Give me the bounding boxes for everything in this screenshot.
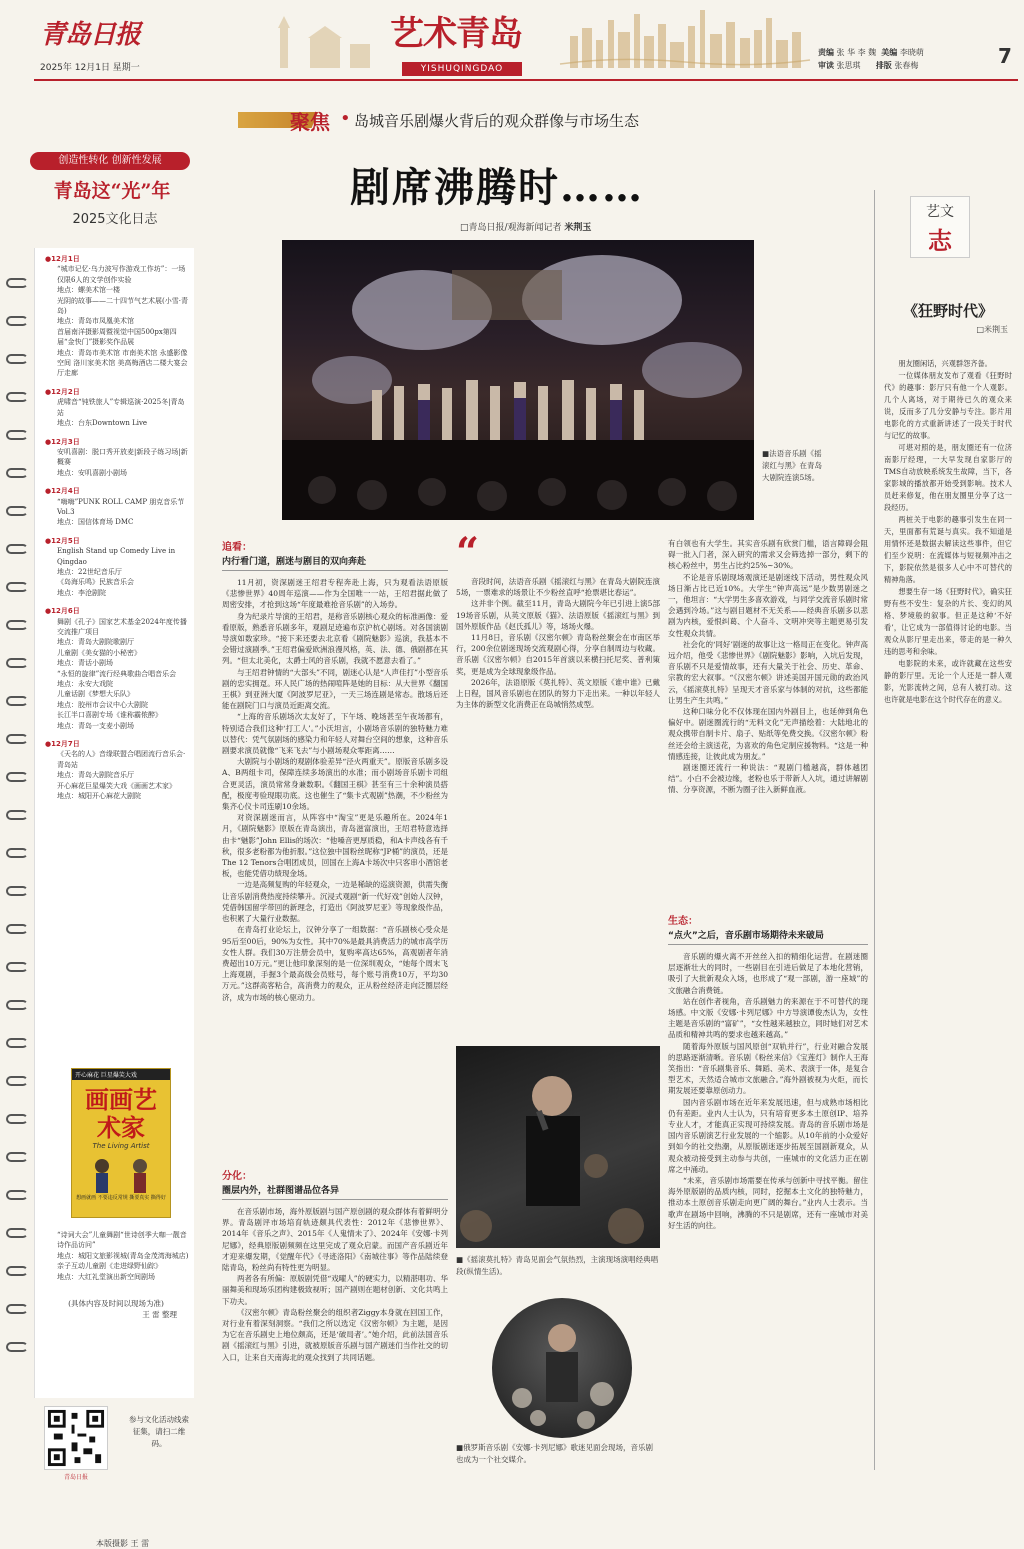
spiral-ring — [6, 392, 28, 402]
focus-dot: • — [340, 108, 351, 129]
poster-brand: 开心麻花 巨星爆笑大戏 — [72, 1069, 170, 1080]
spiral-ring — [6, 430, 28, 440]
byline: □青岛日报/观海新闻记者 米荆玉 — [460, 223, 592, 233]
event-poster — [71, 1068, 171, 1218]
column-byline: □米荆玉 — [976, 325, 1008, 334]
calendar-panel — [34, 248, 194, 1398]
fan-meet-scene — [456, 1046, 660, 1248]
quote-mark: “ — [456, 529, 480, 576]
fan-meet-photo — [456, 1046, 660, 1248]
spiral-ring — [6, 620, 28, 630]
article-col3 — [668, 538, 868, 1468]
spiral-ring — [6, 1190, 28, 1200]
focus-title: 岛城音乐剧爆火背后的观众群像与市场生态 — [354, 112, 640, 130]
section3-body: 音乐剧的爆火离不开丝丝入扣的精细化运营。在剧迷圈层逐渐壮大的同时，一些剧目在引进后做足了本地化营销，吸引了大批新观众入场，也形成了“观一部剧，游一座城”的文旅融合消费链。 站在创作者视角，音乐剧魅力的来源在于不可替代的现场感。中文版《安娜·卡列尼娜》中方导演谭俊杰认为，女性主题是音乐剧的“富矿”，“女性越来越独立，同时她们对艺术品质和精神共鸣的要求也越来越高。” 随着海外原版与国风原创“双轨并行”，行业对融合发展的思路逐渐清晰。音乐剧《粉丝来信》《宝莲灯》制作人王海笑指出：“音乐剧集音乐、舞蹈、美术、表演于一体，是复合型艺术，天然适合城市文旅融合。”海外剧被视为火炬，而长期发展还要靠原创动力。 国内音乐剧市场在近年来发展迅速，但与成熟市场相比仍有差距。业内人士认为，只有培育更多本土原创IP、培养专业人才，才能真正实现可持续发展。青岛的音乐剧市场是国内音乐剧演艺行业发展的一个缩影。从10年前的小众爱好到如今的社交热潮，从原版剧迷逐步拓展至国剧新观众，从观众被动接受到主动参与共创，一座城市的文化活力正在剧席之中涌动。 “未来，音乐剧市场需要在传承与创新中寻找平衡。留住海外原版剧的品质内核，同时，挖掘本土文化的独特魅力，推动本土原创音乐剧走向更广阔的舞台。”业内人士表示。当歌声在剧场中回响，沸腾的不只是剧席，还有一座城市对美好生活的向往。 — [668, 952, 868, 1230]
arts-column — [880, 190, 1016, 1470]
spiral-ring — [6, 848, 28, 858]
spiral-ring — [6, 962, 28, 972]
column-divider — [874, 190, 875, 1470]
spiral-ring — [6, 1076, 28, 1086]
column-body: 朋友圈闲话，兴观群怨齐备。 一位媒体朋友发布了观看《狂野时代》的趣事：影厅只有他一个人观影。几个人离场，对于期待已久的观众来说，反而多了几分安静与专注。影片用电影化的方式重新讲述了一段关于时代与记忆的故事。 可堪对照的是，朋友圈还有一位济南影厅经理，一大早发现自家影厅的TMS自动放映系统发生故障，当下，各家影城的播放都开始受到影响。技术人员赶来修复，他在朋友圈里分享了这一段经历。 两桩关于电影的趣事引发生在同一天，里面都有荒诞与真实。我不知道是用情怀还是数据去解读这些事件，但它们至少说明：在流媒体与短视频冲击之下，影院依然是很多人心中不可替代的精神角落。 想要生存一场《狂野时代》，确实狂野有些不安生：复杂的片长、变幻的风格、梦境般的叙事。但正是这种‘不好看’，让它成为一部值得讨论的电影。当观众从影厅里走出来，带走的是一种久违的思考和余味。 电影院的未来，或许就藏在这些安静的影厅里。无论一个人还是一群人观影，光影流转之间，总有人被打动。这也许就是电影在这个时代存在的意义。 — [884, 359, 1012, 704]
spiral-ring — [6, 772, 28, 782]
calendar-entry: ●12月6日 舞剧《孔子》国家艺术基金2024年度传播交流推广项目 地点：青岛大剧院歌剧厅 儿童剧《美女猫的小秘密》 地点：青话小剧场 “永恒的旋律”流行经典歌曲合唱音乐会 地点：永安大戏院 儿童话剧《梦想大乐队》 地点：胶州市会议中心大剧院 长江半口喜剧专场《谁称霸侬醉》 地点：青岛一支麦小剧场 — [45, 607, 187, 730]
focus-tag: 聚焦 — [290, 110, 330, 134]
photo-credit: 本版摄影 王 雷 — [96, 1539, 150, 1548]
spiral-ring — [6, 1114, 28, 1124]
spiral-ring — [6, 1228, 28, 1238]
article-col2 — [456, 529, 660, 1468]
calendar-entry: ●12月5日 English Stand up Comedy Live in Qingdao 地点：22世纪音乐厅 《岛海乐鸣》民族音乐会 地点：李沧剧院 — [45, 536, 176, 597]
spiral-ring — [6, 468, 28, 478]
calendar-entry: ●12月7日 《天名的人》音缘联盟合唱团流行音乐会·青岛站 地点：青岛大剧院音乐厅 开心麻花巨星爆笑大戏《画画艺术家》 地点：城阳开心麻花大剧院 — [45, 740, 186, 801]
calendar-entry-extra: “诗词大会”儿童舞剧“世诗创季大咖一靓音诗作品访问” 地点：城阳文旅影视城(青岛金茂湾海城店) 亲子互动儿童剧《走进绿野仙踪》 地点：大红礼堂演出新空间剧场 — [57, 1231, 189, 1281]
issue-date: 2025年 12月1日 星期一 — [40, 63, 140, 73]
column-tag-char: 志 — [928, 226, 952, 255]
spiral-ring — [6, 1152, 28, 1162]
column-tag-text: 艺文 — [926, 204, 954, 220]
photo3-caption: ■俄罗斯音乐剧《安娜·卡列尼娜》歌迷见面会现场，音乐剧也成为一个社交媒介。 — [456, 1443, 653, 1464]
quote-body: 音段时间，法语音乐剧《摇滚红与黑》在青岛大剧院连演5场，一票难求的场景让不少粉丝直呼“抢票堪比春运”。 这并非个例。截至11月，青岛大剧院今年已引进上演5部19场音乐剧，从英文原版《猫》、法语原版《摇滚红与黑》到国外原版作品《赵氏孤儿》等，场场火爆。 11月8日，音乐剧《汉密尔顿》青岛粉丝聚会在市南区举行，200余位剧迷现场交流观剧心得，分享自制周边与收藏。音乐剧《汉密尔顿》自2015年首演以来横扫托尼奖、普利策奖，更是成为全球现象级作品。 2026年，法语原版《莫扎特》、英文原版《谁中谁》已戴上日程，国风音乐剧也在团队的努力下走出来。一种以年轻人为主体的新型文化消费正在岛城悄然成型。 — [456, 577, 660, 710]
calendar-entry: ●12月2日 虎啸音“钝铁旅人”专辑巡演·2025冬|青岛站 地点：台东Downtown Live — [45, 387, 185, 428]
qr-code[interactable] — [44, 1406, 108, 1470]
qr-caption: 参与文化活动线索征集，请扫二维码。 — [129, 1415, 189, 1448]
headline: 剧席沸腾时…… — [350, 164, 644, 211]
newspaper-logo: 青岛日报 — [40, 20, 141, 50]
poster-title: 画画艺术家 — [85, 1085, 157, 1142]
anna-karenina-photo — [492, 1298, 632, 1438]
spiral-ring — [6, 658, 28, 668]
spiral-ring — [6, 1000, 28, 1010]
page-number: 7 — [998, 44, 1012, 68]
culture-log-sidebar — [0, 84, 200, 1548]
spiral-ring — [6, 886, 28, 896]
anna-karenina-scene — [492, 1298, 632, 1438]
slogan-banner: 创造性转化 创新性发展 — [30, 152, 190, 170]
section1-title: 内行看门道，剧迷与剧目的双向奔赴 — [222, 554, 448, 571]
stage-photo — [282, 240, 754, 520]
spiral-ring — [6, 1304, 28, 1314]
spiral-ring — [6, 734, 28, 744]
section1-tag: 追看： — [222, 542, 252, 553]
sidebar-subtitle: 2025文化日志 — [72, 212, 158, 227]
lighthouse-illustration — [250, 8, 390, 68]
section2-body: 在音乐剧市场，海外原版剧与国产原创剧的观众群体有着鲜明分界。青岛剧评市场培育轨迹颇具代表性：2012年《悲惨世界》、2014年《音乐之声》、2015年《人鬼情未了》、2024年《安娜·卡列尼娜》，经典原版剧频频在这里完成了观众启蒙。而国产音乐剧近年才迎来爆发期，《觉醒年代》《寻迹洛阳》《南城往事》等作品陆续登陆青岛，粉丝尚有特性更为明显。 两者各有所偏：原版剧凭借“戏曜人”的硬实力，以精湛唱功、华丽舞美和现场乐团构建极致视听；国产剧则在题材创新、文化共鸣上下功夫。 《汉密尔顿》青岛粉丝聚会的组织者Ziggy本身就在回国工作，对行业有着深刻洞察。“我们之所以选定《汉密尔顿》为主题，是因为它在音乐剧史上地位颇高，还是‘破局者’。”她介绍，此前法国音乐剧《摇滚红与黑》引进，就被原版音乐剧与国产剧迷们当作社交的切入口，让来自天南海北的观众找到了共同话题。 — [222, 1207, 448, 1362]
spiral-ring — [6, 1038, 28, 1048]
spiral-ring — [6, 582, 28, 592]
spiral-ring — [6, 1266, 28, 1276]
section3-title: “点火”之后，音乐剧市场期待未来破局 — [668, 928, 868, 945]
spiral-ring — [6, 924, 28, 934]
photo1-caption: ■法语音乐剧《摇滚红与黑》在青岛大剧院连演5场。 — [762, 449, 822, 482]
spiral-ring — [6, 1342, 28, 1352]
spiral-ring — [6, 544, 28, 554]
masthead — [0, 0, 1024, 80]
section2-title: 圈层内外，社群图谱品位各异 — [222, 1183, 448, 1200]
calendar-entry: ●12月3日 安叽喜剧：脱口秀开放麦|新段子练习场|新概赛 地点：安叽喜剧小剧场 — [45, 437, 188, 477]
spiral-ring — [6, 354, 28, 364]
section-title: 艺术青岛 — [390, 14, 522, 54]
qr-brand-label: 青岛日报 — [63, 1474, 88, 1481]
skyline-illustration — [560, 6, 810, 68]
photo2-caption: ■《摇滚莫扎特》青岛见面会气氛热烈，主演现场演唱经典唱段(纵情生活)。 — [456, 1255, 659, 1276]
poster-figure — [72, 1154, 172, 1194]
calendar-lines — [45, 254, 191, 802]
col3-body: 有白领也有大学生。其实音乐剧有欣赏门槛，语言障碍会阻碍一批入门者，深入研究的需求又会筛选掉一部分，剩下的核心粉丝中，男生占比约25%~30%。 不论是音乐剧现场观演还是剧迷线下活动，男性观众风场日渐占比已近10%。大学生“钟声高远”是少数男剧迷之一，他坦言：“大学男生多喜欢游戏，与同学交流音乐剧时常会遇到冷场。”这与剧目题材不无关系——经典音乐剧多以悲剧为内核，爱恨纠葛、个人奋斗、文明冲突等主题更易引发女性观众共情。 社会化的‘同好’剧迷的故事让这一格局正在变化。钟声高远介绍，他受《悲惨世界》《剧院魅影》影响，入坑后发现，音乐剧不只是爱情故事，还有大量关于社会、历史、革命、宗教的宏大叙事。“《汉密尔顿》讲述美国开国元勋的政治风云，《摇滚莫扎特》呈现天才音乐家与体制的对抗，这些都能让男生产生共鸣。” 这种口味分化不仅体现在国内外剧目上，也延伸到角色偏好中。剧迷圈流行的“无料文化”无声描绘着：大陆地北的观众携带自制卡片、扇子、贴纸等免费交换。《汉密尔顿》粉丝还会给主演送花，为喜欢的角色定制应援物料。“这是一种情感连接，让彼此成为朋友。” 剧迷圈还流行一种说法：“观剧门槛越高，群体越团结”。小白不会被边缘，老粉也乐于带新人入坑，通过讲解剧情、分享资源，不断为圈子注入新鲜血液。 — [668, 539, 868, 795]
column-tag-badge — [910, 196, 970, 258]
poster-english-title: The Living Artist — [92, 1142, 150, 1150]
sidebar-banner-title: 青岛这“光”年 — [53, 180, 171, 202]
poster-tagline: 想画就画 不要违反常规 撕要真实 撕得好 — [76, 1195, 166, 1201]
calendar-entry: ●12月4日 “嗨嗨”PUNK ROLL CAMP 朋克音乐节 Vol.3 地点：国信体育场 DMC — [45, 487, 185, 527]
masthead-rule — [34, 79, 1018, 81]
editor-credits: 责编 张 华 李 魏 美编 李晓萌 审读 张思琪 排版 张春梅 — [818, 48, 924, 70]
section-pinyin-badge: YISHUQINGDAO — [402, 62, 522, 76]
section1-body: 11月初，资深剧迷王绍君专程奔赴上海，只为观看法语原版《悲惨世界》40周年巡演——作为全国唯一一站，王绍君据此做了周密安排，才抢到这场“年度最难抢音乐剧”的入场券。 身为纪录片导演的王绍君，是称音乐剧核心观众的标准画像：爱看原版，熟悉音乐剧多年，观剧足迹遍布京沪杭心剧场。对各国演剧导演如数家珍。“接下来还要去北京看《剧院魅影》巡演，我基本不会错过演剧季。”王绍君偏爱欧洲浪漫风格，英、法、德、俄剧都在其列。“但太北美化，太爵士风的音乐剧，我就不愿意去看了。” 与王绍君钟情的“大部头”不同，剧迷心认是“人声佳打”小型音乐剧的忠实拥趸。环人民广场的热闹喧阵是她的目标：从大世界《翻国王棋》到亚洲大厦《阿波罗尼亚》，一天三场连剧是常态。散场后还能在剧院门口与演员近距离交流。 “上海的音乐剧场次太友好了，下午场、晚场甚至午夜场都有，特别适合我们这种‘打工人’。”小沃坦言，小剧场音乐剧的独特魅力难以替代：凭气氛剧场的感染力和年轻人对舞台空间的想象，这种音乐剧要求演员就像“飞来飞去”与小剧场观众零距离…… 大剧院与小剧场的观剧体验差异“泾火两重天”。原版音乐剧多设A、B两组卡司，保障连续多场演出的水准；而小剧场音乐剧卡司组合更灵活，演员常常身兼数职。《翻国王棋》甚至有三十余种演员搭配，极度考验现眼功底。这也催生了“集卡式观剧”热潮，不少粉丝为集齐心仪卡司连刷10余场。 对资深剧迷而言，从阵容中“淘宝”更是乐趣所在。2024年1月，《剧院魅影》原版在青岛演出，青岛滋富演出，王绍君特意选择由卡“魅影”John Ellis的场次：“他嗓音更厚质稳，和A卡声线各有千秋，很多老粉都为他折服。”这位独中国粉丝昵称“JP桶”的演员，还是The 12 Tenors合唱团成员，回国在上海A卡场次中只客串小酒馆老板，也能凭借功绩现金场。 一边是高频复购的年轻观众，一边是稀缺的巡演资源，供需失衡让音乐剧消费热度持续攀升。沉浸式观剧“新一代好戏”创始人汉钟，凭借韩国留学带回的新理念，打造出《阿波罗尼亚》等现象级作品，也积累了大量行业数据。 在青岛打业论坛上，汉钟分享了一组数据：“音乐剧核心受众是95后至00后，90%为女性。其中70%是最具消费活力的城市高学历女性人群。我们30万注册会员中，复购率高达65%，高观剧者年消费超出10万元。”更让他印象深刻的是一位深圳观众，“她每个周末飞上海观剧，手握3个最高级会员账号，每个账号消费10万，平均30万元。”这群高客粘合，高消费力的观众，正从粉丝经济走向泛圈层经济，成为市场的核心驱动力。 — [222, 578, 448, 1002]
calendar-entry: ●12月1日 “城市记忆·乌力波写作游戏工作坊”：一场仅限6人的文学创作实验 地点：螺美术馆一楼 光阴的故事——二十四节气艺术展(小雪·青岛) 地点：青岛市凤凰美术馆 首届南洋摄影周暨视觉中国500px第四届“金快门”摄影奖作品展 地点：青岛市美术馆 市南美术馆 永盛影像空间 洛川家美术馆 美高梅酒店二楼大宴会厅走廊 — [45, 255, 188, 378]
focus-bar — [238, 106, 798, 134]
article-col1 — [222, 538, 448, 1468]
spiral-ring — [6, 696, 28, 706]
section2-tag: 分化： — [222, 1171, 252, 1182]
column-title: 《狂野时代》 — [902, 302, 993, 320]
spiral-ring — [6, 316, 28, 326]
spiral-ring — [6, 810, 28, 820]
section3-tag: 生态： — [668, 916, 698, 927]
stage-scene — [282, 240, 754, 520]
spiral-ring — [6, 506, 28, 516]
spiral-ring — [6, 278, 28, 288]
sidebar-note: (具体内容及时间以现场为准) 王 雷 整理 — [68, 1299, 177, 1319]
qr-code-pattern — [45, 1407, 107, 1469]
